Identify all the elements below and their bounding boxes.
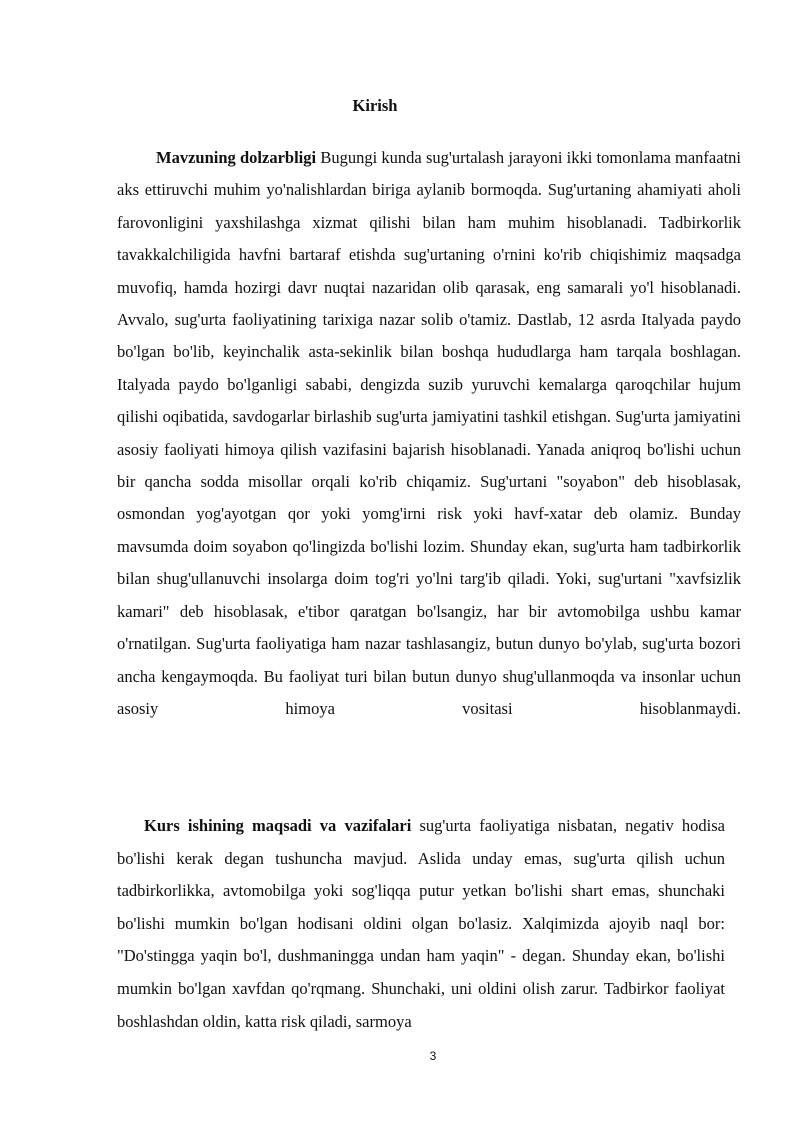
page-number: 3 xyxy=(429,1049,437,1063)
paragraph-lead-goals: Kurs ishining maqsadi va vazifalari xyxy=(144,816,412,835)
paragraph-goals xyxy=(117,810,725,1038)
paragraph-relevance xyxy=(117,142,741,725)
paragraph-lead-relevance: Mavzuning dolzarbligi xyxy=(156,148,317,167)
paragraph-body-goals: sug'urta faoliyatiga nisbatan, negativ hodisa bo'lishi kerak degan tushuncha mavjud. Aslida unday emas, sug'urta qilish uchun tadbirkorlikka, avtomobilga yoki sog'liqqa putur yetkan bo'lishi shart emas, shunchaki bo'lishi mumkin bo'lgan hodisani oldini olgan bo'lasiz. Xalqimizda ajoyib naql bor: "Do'stingga yaqin bo'l, dushmaningga undan ham yaqin" - degan. Shunday ekan, bo'lishi mumkin bo'lgan xavfdan qo'rqmang. Shunchaki, uni oldini olish zarur. Tadbirkor faoliyat boshlashdan oldin, katta risk qiladi, sarmoya xyxy=(117,816,725,1031)
paragraph-body-relevance: Bugungi kunda sug'urtalash jarayoni ikki tomonlama manfaatni aks ettiruvchi muhim yo'nalishlardan biriga aylanib bormoqda. Sug'urtaning ahamiyati aholi farovonligini yaxshilashga xizmat qilishi bilan ham muhim hisoblanadi. Tadbirkorlik tavakkalchiligida havfni bartaraf etishda sug'urtaning o'rnini ko'rib chiqishimiz maqsadga muvofiq, hamda hozirgi davr nuqtai nazaridan olib qarasak, eng samarali yo'l hisoblanadi. Avvalo, sug'urta faoliyatining tarixiga nazar solib o'tamiz. Dastlab, 12 asrda Italyada paydo bo'lgan bo'lib, keyinchalik asta-sekinlik bilan boshqa hududlarga ham tarqala boshlagan. Italyada paydo bo'lganligi sababi, dengizda suzib yuruvchi kemalarga qaroqchilar hujum qilishi oqibatida, savdogarlar birlashib sug'urta jamiyatini tashkil etishgan. Sug'urta jamiyatini asosiy faoliyati himoya qilish vazifasini bajarish hisoblanadi. Yanada aniqroq bo'lishi uchun bir qancha sodda misollar orqali ko'rib chiqamiz. Sug'urtani "soyabon" deb hisoblasak, osmondan yog'ayotgan qor yoki yomg'irni risk yoki havf-xatar deb olamiz. Bunday mavsumda doim soyabon qo'lingizda bo'lishi lozim. Shunday ekan, sug'urta ham tadbirkorlik bilan shug'ullanuvchi insolarga doim tog'ri yo'lni targ'ib qiladi. Yoki, sug'urtani "xavfsizlik kamari" deb hisoblasak, e'tibor qaratgan bo'lsangiz, har bir avtomobilga ushbu kamar o'rnatilgan. Sug'urta faoliyatiga ham nazar tashlasangiz, butun dunyo bo'ylab, sug'urta bozori ancha kengaymoqda. Bu faoliyat turi bilan butun dunyo shug'ullanmoqda va insonlar uchun asosiy himoya vositasi hisoblanmaydi. xyxy=(117,148,741,718)
page-title: Kirish xyxy=(352,96,398,115)
